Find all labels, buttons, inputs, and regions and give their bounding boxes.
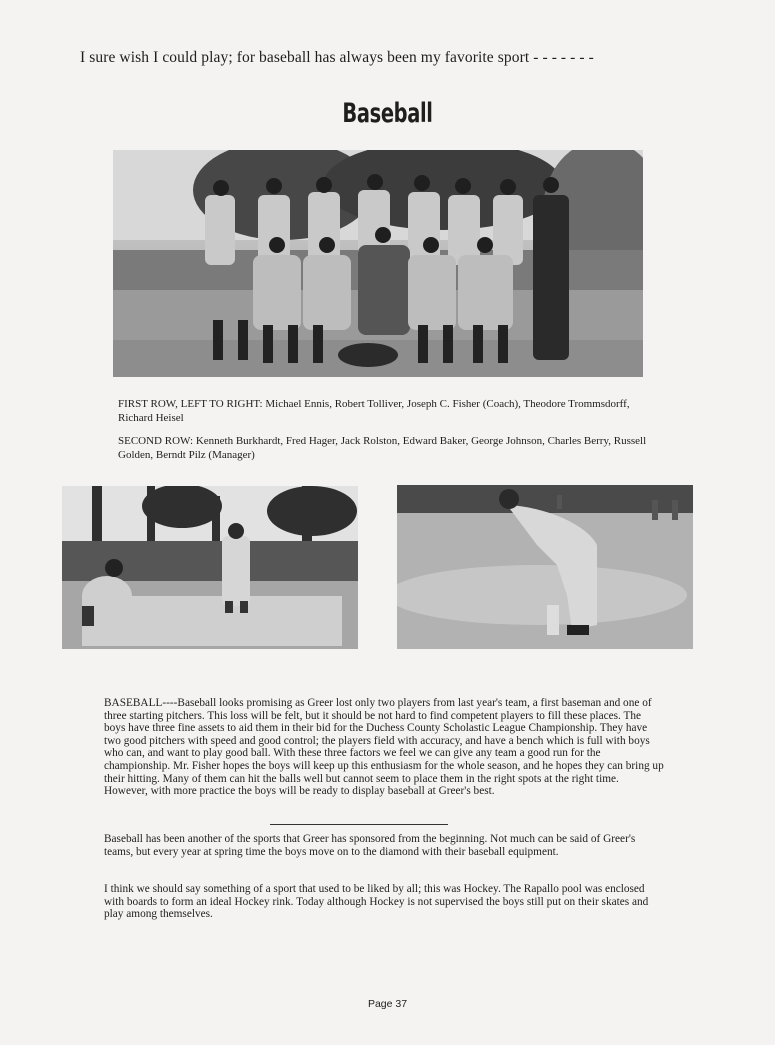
first-row-caption: [118, 397, 658, 425]
section-divider: [270, 824, 448, 825]
page-tagline: I sure wish I could play; for baseball has always been my favorite sport - - - - - - -: [80, 49, 594, 66]
article-paragraph-2: [104, 833, 664, 858]
article-text-3: I think we should say something of a sport that used to be liked by all; this was Hockey. The Rapallo pool was enclosed with boards to form an ideal Hockey rink. Today although Hockey is not supervised the boys still put on their skates and play among themselves.: [104, 883, 649, 921]
team-photo: [113, 150, 643, 377]
catcher-batter-photo: [62, 486, 358, 649]
pitcher-photo: [397, 485, 693, 649]
second-row-names: SECOND ROW: Kenneth Burkhardt, Fred Hager, Jack Rolston, Edward Baker, George Johnson, Charles Berry, Russell Golden, Berndt Pilz (Manager): [118, 435, 647, 461]
article-paragraph-3: [104, 883, 664, 921]
article-text-2: Baseball has been another of the sports that Greer has sponsored from the beginning. Not much can be said of Greer's teams, but every year at spring time the boys move on to the diamond with their baseball equipment.: [104, 833, 636, 858]
article-paragraph-1: [104, 697, 664, 798]
page-title: Baseball: [342, 98, 433, 129]
page-number: Page 37: [367, 998, 408, 1010]
second-row-caption: [118, 434, 658, 462]
article-text-1: BASEBALL----Baseball looks promising as Greer lost only two players from last year's team, a first baseman and one of three starting pitchers. This loss will be felt, but it should be not hard to find competent players to fill these places. The boys have three fine assets to aid them in their bid for the Duchess County Scholastic League Championship. They have two good pitchers with speed and good control; the players field with accuracy, and have a bench which is full with boys who can, and want to play good ball. With these three factors we feel we can give any team a good run for the championship. Mr. Fisher hopes the boys will keep up this enthusiasm for the whole season, and he hopes they can bring up their hitting. Many of them can hit the balls well but cannot seem to place them in the right spots at the right time. However, with more practice the boys will be ready to display baseball at Greer's best.: [104, 697, 664, 798]
first-row-names: FIRST ROW, LEFT TO RIGHT: Michael Ennis, Robert Tolliver, Joseph C. Fisher (Coach), Theodore Trommsdorff, Richard Heisel: [118, 398, 630, 424]
